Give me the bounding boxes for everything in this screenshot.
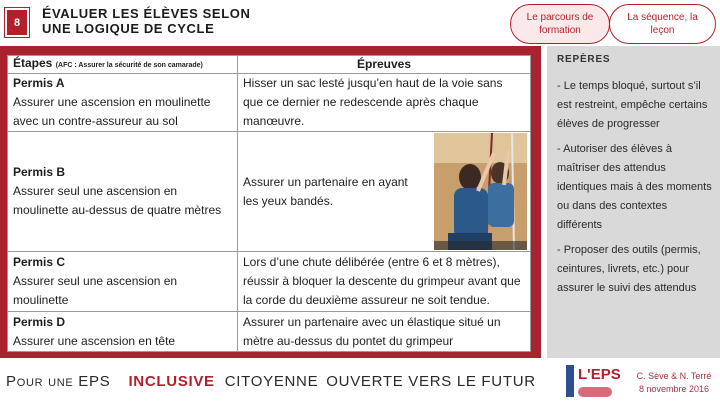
etape-text: Assurer seul une ascension en moulinette au-dessus de quatre mètres — [13, 184, 222, 217]
epreuve-cell: Hisser un sac lesté jusqu’en haut de la voie sans que ce dernier ne redescende après chaque manœuvre. — [238, 74, 531, 132]
slogan-inclusive: INCLUSIVE — [128, 373, 215, 390]
table-row — [8, 312, 531, 352]
content-frame — [0, 46, 541, 358]
etape-text: Assurer une ascension en moulinette avec un contre-assureur au sol — [13, 95, 211, 128]
epreuve-cell: Lors d’une chute délibérée (entre 6 et 8 mètres), réussir à bloquer la descente du grimpeur avant que la corde du deuxième assureur ne soit tendue. — [238, 252, 531, 312]
reperes-panel — [547, 46, 720, 358]
etape-cell — [8, 132, 238, 252]
authors-date: 8 novembre 2016 — [638, 384, 710, 394]
etape-text: Assurer seul une ascension en moulinette — [13, 274, 178, 307]
etape-cell — [8, 74, 238, 132]
eps-logo — [566, 363, 621, 401]
table-row — [8, 132, 531, 252]
reperes-heading: REPÈRES — [557, 54, 611, 65]
epreuve-text: Assurer un partenaire en ayant les yeux bandés. — [243, 174, 408, 208]
footer-slogan — [6, 373, 536, 390]
climbing-photo — [434, 133, 527, 250]
col-etapes-label: Étapes — [13, 56, 53, 70]
permis-label: Permis A — [13, 76, 65, 90]
footer-authors — [630, 370, 718, 396]
nav-parcours-label: Le parcours de formation — [526, 12, 594, 36]
col-epreuves-header: Épreuves — [238, 56, 531, 74]
slogan-part: OUVERTE VERS LE FUTUR — [326, 373, 536, 390]
permis-label: Permis C — [13, 255, 66, 269]
nav-parcours-button[interactable] — [510, 4, 610, 44]
title-line-1: ÉVALUER LES ÉLÈVES SELON — [42, 5, 251, 21]
repere-point: - Proposer des outils (permis, ceintures, livrets, etc.) pour assurer le suivi des attendus — [557, 244, 701, 294]
etape-cell — [8, 252, 238, 312]
slogan-part: CITOYENNE — [224, 373, 319, 390]
table-row — [8, 252, 531, 312]
epreuve-cell — [238, 132, 531, 252]
col-etapes-header — [8, 56, 238, 74]
permis-label: Permis D — [13, 314, 66, 329]
slogan-part: Pour une EPS — [6, 373, 111, 390]
title-line-2: UNE LOGIQUE DE CYCLE — [42, 21, 215, 36]
slide-title — [42, 6, 302, 36]
epreuve-cell: Assurer un partenaire avec un élastique situé un mètre au-dessus du pontet du grimpeur — [238, 312, 531, 352]
logo-text: L'EPS — [578, 366, 621, 383]
table-header-row — [8, 56, 531, 74]
etape-text: Assurer une ascension en tête — [13, 333, 176, 348]
repere-point: - Autoriser des élèves à maîtriser des attendus identiques mais à des moments ou dans des contextes différents — [557, 143, 712, 231]
nav-sequence-button[interactable] — [609, 4, 716, 44]
permis-table — [7, 55, 531, 352]
authors-names: C. Sève & N. Terré — [636, 371, 712, 381]
col-etapes-note: (AFC : Assurer la sécurité de son camarade) — [55, 62, 203, 69]
repere-point: - Le temps bloqué, surtout s’il est restreint, empêche certains élèves de progresser — [557, 80, 708, 130]
permis-label: Permis B — [13, 165, 66, 179]
slide-number-badge: 8 — [5, 8, 29, 37]
table-row — [8, 74, 531, 132]
etape-cell — [8, 312, 238, 352]
nav-sequence-label: La séquence, la leçon — [627, 12, 698, 36]
